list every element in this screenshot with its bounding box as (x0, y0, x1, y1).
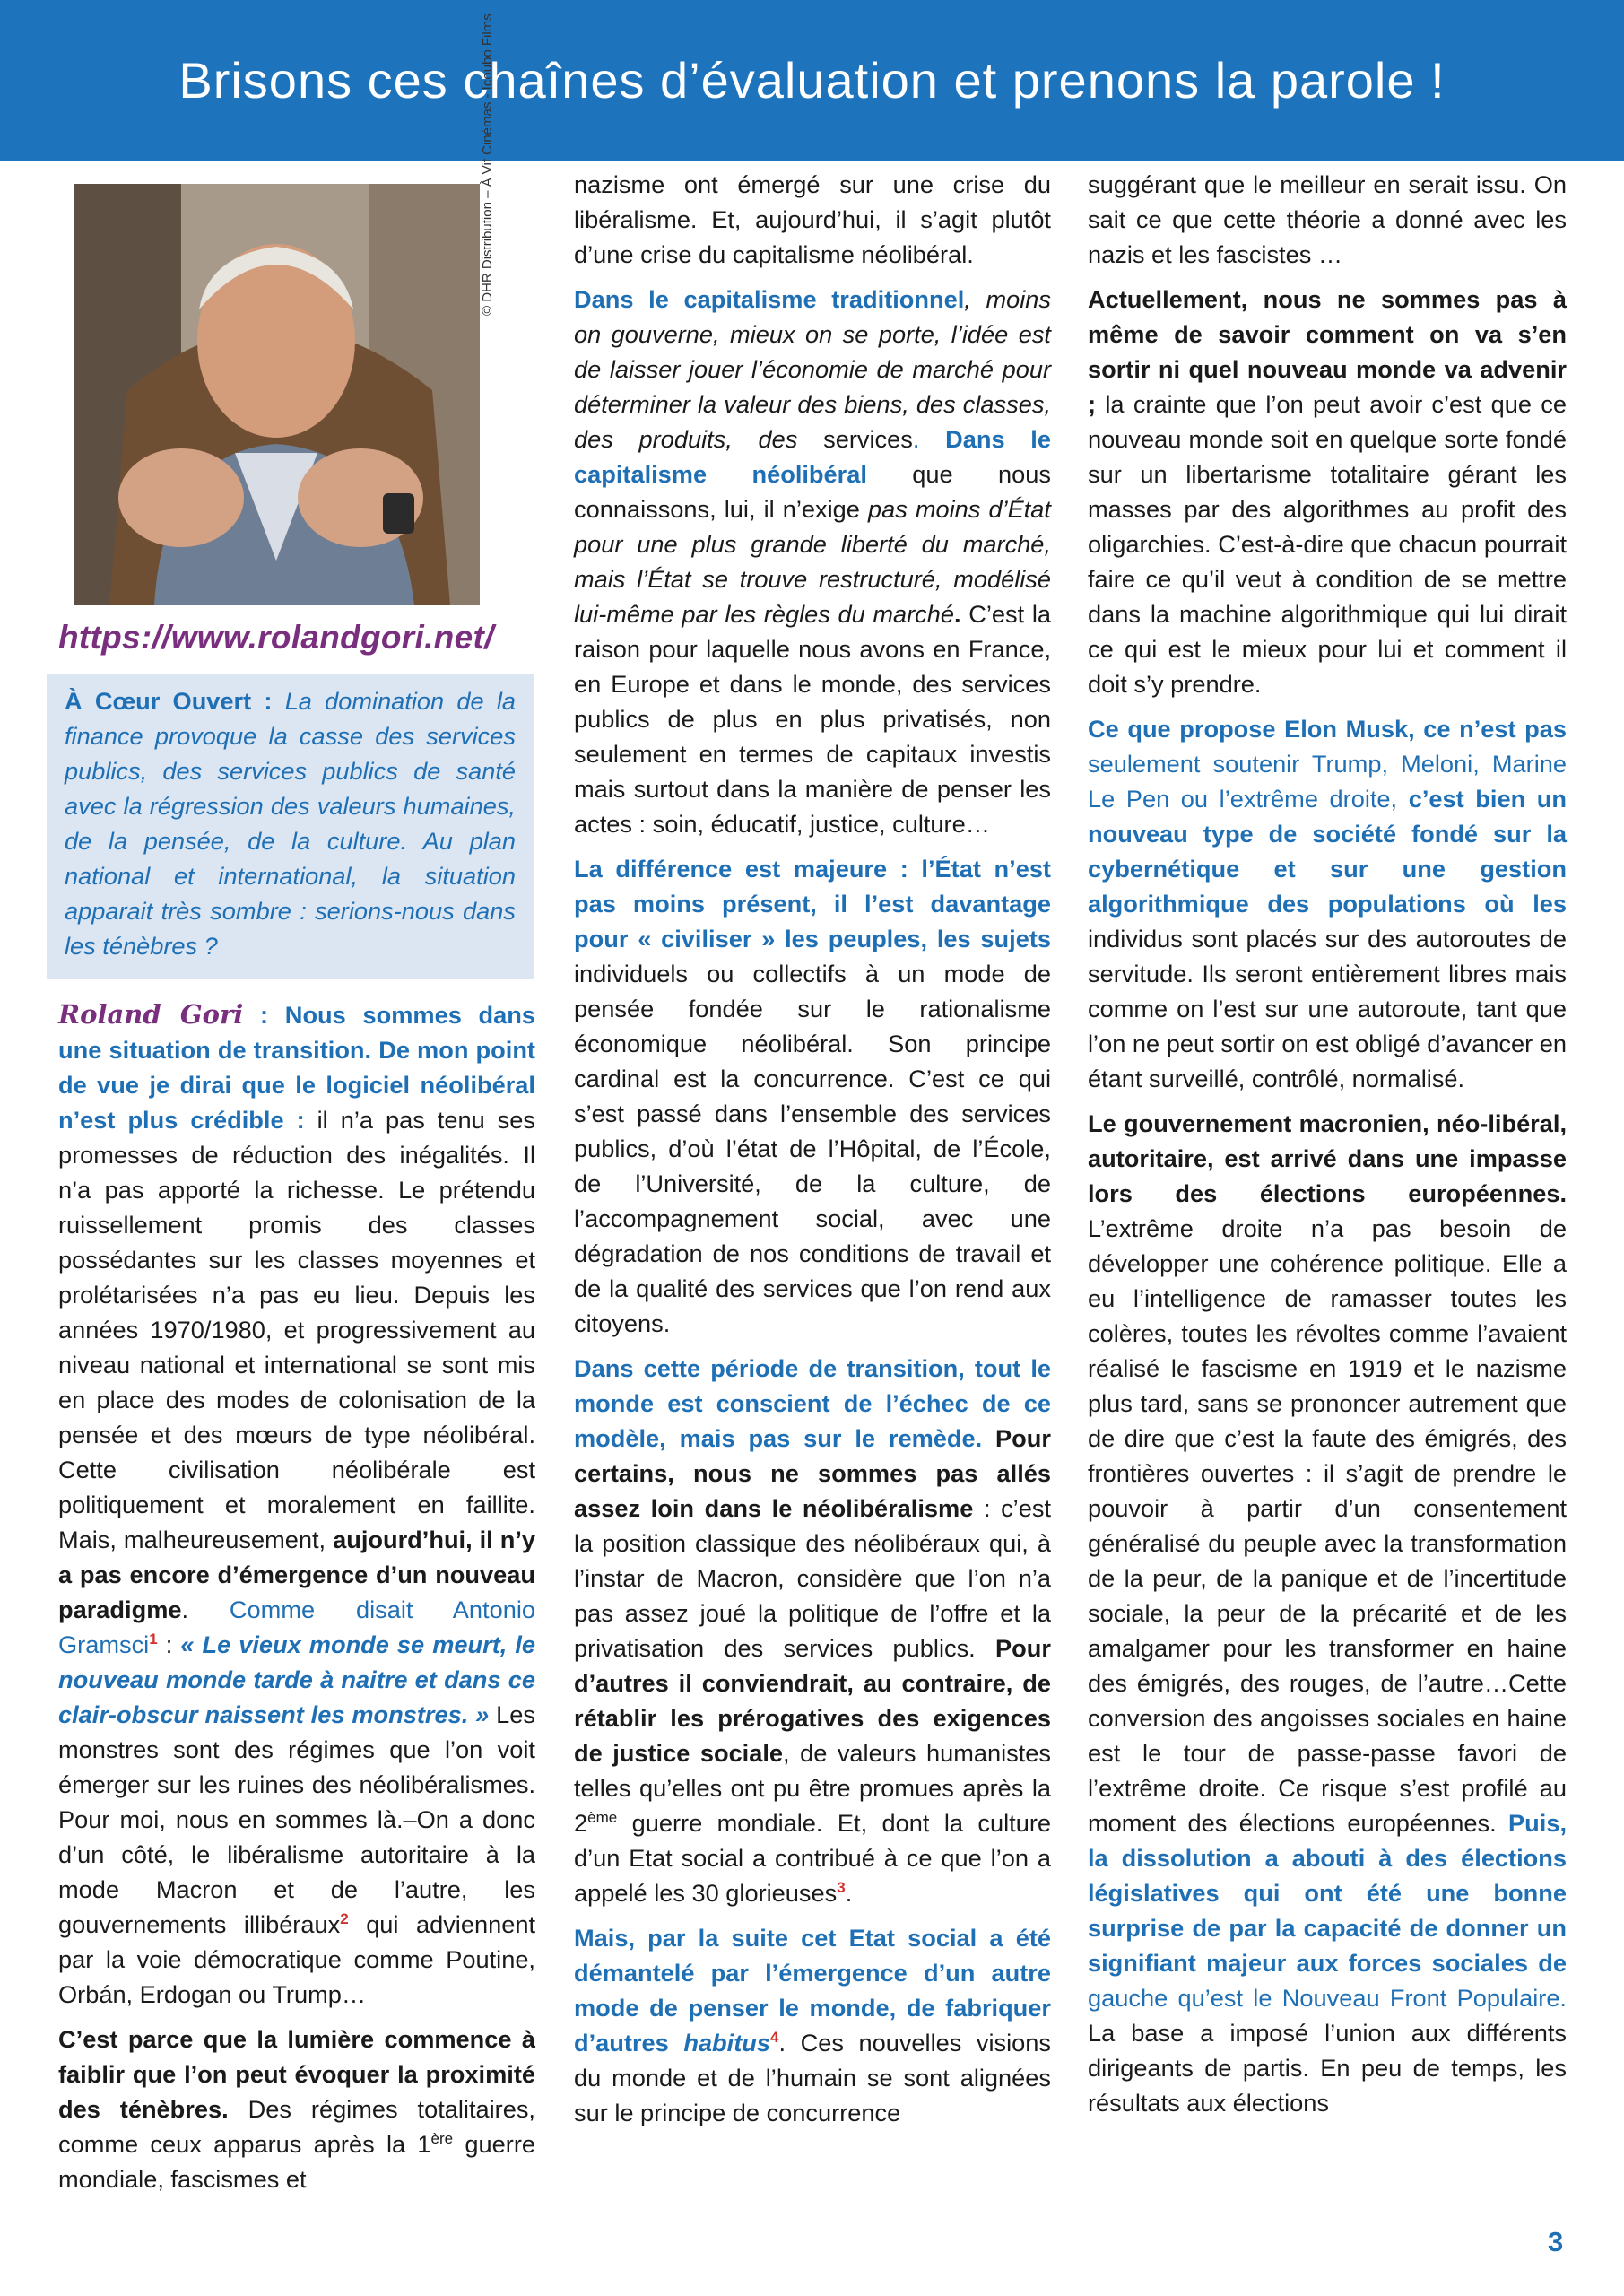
col3-p3-lead: Ce que propose Elon Musk, ce n’est pas (1088, 715, 1567, 743)
col1-paragraph-1 (58, 997, 535, 2012)
column-3 (1088, 167, 1567, 2130)
col3-p2-text: la crainte que l’on peut avoir c’est que ce nouveau monde soit en quelque sorte fondé sur un libertarisme totalitaire gérant les masses par des algorithmes au profit des oligarchies. C’est-à-dire que chacun pourrait faire ce qu’il veut à condition de se mettre dans la machine algorithmique qui lui dirait ce qui est le mieux pour lui et comment il doit s’y prendre. (1088, 390, 1567, 698)
col2-p2-italic: , moins on gouverne, mieux on se porte, l’idée est de laisser jouer l’économie de marché pour déterminer la valeur des biens, des classes, des produits, des (574, 285, 1051, 453)
ordinal-sup: ère (430, 2129, 454, 2147)
col3-p2-bold: Actuellement, nous ne sommes pas à même de savoir comment on va s’en sortir ni quel nouveau monde va advenir ; (1088, 285, 1567, 418)
col1-p2-bold: C’est parce que la lumière commence à faiblir que l’on peut évoquer la proximité des ténèbres. (58, 2025, 535, 2123)
col2-p4-text: : c’est la position classique des néolibéraux qui, à l’instar de Macron, considère que l’on n’a pas assez joué la politique de l’offre et la privatisation des services publics. (574, 1494, 1051, 1662)
col2-p2-lead: Dans le capitalisme traditionnel (574, 285, 965, 313)
col3-p4-bold: Le gouvernement macronien, néo-libéral, autoritaire, est arrivé dans une impasse lors des élections européennes. (1088, 1109, 1567, 1207)
habitus-term: habitus (683, 2029, 770, 2057)
col1-p2-text-2: guerre mondiale, fascismes et (58, 2130, 535, 2193)
footnote-4[interactable]: 4 (770, 2028, 779, 2046)
col2-p2-text: services (823, 425, 913, 453)
col2-p5-text: . Ces nouvelles visions du monde et de l’humain se sont alignées sur le principe de concurrence (574, 2029, 1051, 2126)
col2-p2-lead-2: Dans le capitalisme néolibéral (574, 425, 1051, 488)
col3-p3-lead-2: c’est bien un nouveau type de société fondé sur la cybernétique et sur une gestion algorithmique des populations où les (1088, 785, 1567, 918)
col2-p4-lead: Dans cette période de transition, tout le monde est conscient de l’échec de ce modèle, mais pas sur le remède. (574, 1354, 1051, 1452)
col3-p4-blue: gauche qu’est le Nouveau Front Populaire. (1088, 1984, 1567, 2012)
col1-bold: aujourd’hui, il n’y a pas encore d’émergence d’un nouveau paradigme (58, 1526, 535, 1623)
col3-p3-blue: seulement soutenir Trump, Meloni, Marine Le Pen ou l’extrême droite, (1088, 750, 1567, 813)
column-2 (574, 167, 1051, 2140)
col3-p4-lead: Puis, la dissolution a abouti à des élections législatives qui ont été une bonne surprise de par la capacité de donner un signifiant majeur aux forces sociales de (1088, 1809, 1567, 1977)
page-title: Brisons ces chaînes d’évaluation et prenons la parole ! (178, 52, 1446, 109)
col2-p4-bold-2: Pour d’autres il conviendrait, au contraire, de rétablir les prérogatives des exigences de justice sociale (574, 1634, 1051, 1767)
col2-p4-bold: Pour certains, nous ne sommes pas allés assez loin dans le néolibéralisme (574, 1424, 1051, 1522)
col3-paragraph-3 (1088, 711, 1567, 1096)
page-number: 3 (1548, 2226, 1564, 2257)
col1-paragraph-2 (58, 2022, 535, 2196)
footnote-3[interactable]: 3 (837, 1878, 846, 1896)
col2-p4-text-3: guerre mondiale. Et, dont la culture d’un Etat social a contribué à ce que l’on a appelé les 30 glorieuses (574, 1809, 1051, 1907)
footnote-1[interactable]: 1 (149, 1630, 158, 1648)
col3-paragraph-2 (1088, 282, 1567, 701)
col3-paragraph-4 (1088, 1106, 1567, 2120)
col2-p2-italic-2: pas moins d’État pour une plus grande liberté du marché, mais l’État se trouve restructuré, modélisé lui-même par les règles du marché (574, 495, 1051, 628)
col1-text-2: Les monstres sont des régimes que l’on voit émerger sur les ruines des néolibéralismes. Pour moi, nous en sommes là.–On a donc d’un côté, le libéralisme autoritaire à la mode Macron et de l’autre, les gouvernements illibéraux (58, 1700, 535, 1938)
intro-text: La domination de la finance provoque la casse des services publics, des services publics de santé avec la régression des valeurs humaines, de la pensée, de la culture. Au plan national et international, la situation apparait très sombre : serions-nous dans les ténèbres ? (65, 687, 516, 960)
col3-p3-text: individus sont placés sur des autoroutes de servitude. Ils seront entièrement libres mais comme on l’est sur une autoroute, tant que l’on ne peut sortir on est obligé d’avancer en étant surveillé, contrôlé, normalisé. (1088, 925, 1567, 1092)
col3-paragraph-1: suggérant que le meilleur en serait issu. On sait ce que cette théorie a donné avec les nazis et les fascistes … (1088, 170, 1567, 268)
col2-p4-text-2: , de valeurs humanistes telles qu’elles ont pu être promues après la 2 (574, 1739, 1051, 1837)
gramsci-quote: « Le vieux monde se meurt, le nouveau monde tarde à naitre et dans ce clair-obscur naissent les monstres. » (58, 1631, 536, 1728)
col1-colon: : (157, 1631, 173, 1658)
col1-lead: : Nous sommes dans une situation de transition. De mon point de vue je dirai que le logiciel néolibéral n’est plus crédible : (58, 1001, 535, 1134)
speaker-name: Roland Gori (58, 999, 244, 1030)
col2-p5-lead: Mais, par la suite cet Etat social a été démantelé par l’émergence d’un autre mode de penser le monde, de fabriquer d’autres (574, 1924, 1051, 2057)
col2-paragraph-1: nazisme ont émergé sur une crise du libéralisme. Et, aujourd’hui, il s’agit plutôt d’une crise du capitalisme néolibéral. (574, 170, 1051, 268)
website-link[interactable]: https://www.rolandgori.net/ (58, 619, 494, 656)
col1-text: il n’a pas tenu ses promesses de réduction des inégalités. Il n’a pas apporté la richesse. Le prétendu ruissellement promis des classes possédantes sur les classes moyennes et prolétarisées n’a pas eu lieu. Depuis les années 1970/1980, et progressivement au niveau national et international se sont mis en place des modes de colonisation de la pensée et des mœurs de type néolibéral. Cette civilisation néolibérale est politiquement et moralement en faillite. Mais, malheureusement, (58, 1106, 535, 1553)
intro-lead: À Cœur Ouvert : (65, 687, 273, 715)
intro-box (47, 674, 534, 979)
col3-p4-text-2: La base a imposé l’union aux différents dirigeants de partis. En peu de temps, les résultats aux élections (1088, 2019, 1567, 2117)
col2-p3-text: individuels ou collectifs à un mode de pensée fondée sur le rationalisme économique néolibéral. Son principe cardinal est la concurrence. C’est ce qui s’est passé dans l’ensemble des services publics, d’où l’état de l’Hôpital, de l’École, de l’Université, de la culture, de l’accompagnement social, avec une dégradation de nos conditions de travail et de la qualité des services que l’on rend aux citoyens. (574, 960, 1051, 1337)
col2-p2-text-3: C’est la raison pour laquelle nous avons en France, en Europe et dans le monde, des services publics de plus en plus privatisés, non seulement en termes de capitaux investis mais surtout dans la manière de penser les actes : soin, éducatif, justice, culture… (574, 600, 1051, 838)
col1-text-3: qui adviennent par la voie démocratique comme Poutine, Orbán, Erdogan ou Trump… (58, 1910, 536, 2008)
photo-credit: © DHR Distribution – À Vif Cinémas - Icoubo Films (480, 13, 495, 316)
footnote-2[interactable]: 2 (340, 1909, 349, 1927)
col1-p2-text: Des régimes totalitaires, comme ceux apparus après la 1 (58, 2095, 535, 2158)
col2-paragraph-5 (574, 1920, 1051, 2130)
col2-p2-dot: . (912, 425, 920, 453)
col2-paragraph-2 (574, 282, 1051, 841)
col1-dot: . (181, 1596, 189, 1623)
col2-p2-text-2: que nous connaissons, lui, il n’exige (574, 460, 1051, 523)
col2-p4-dot: . (845, 1879, 853, 1907)
col1-gramsci: Comme disait Antonio Gramsci (58, 1596, 535, 1658)
ordinal-sup-2: ème (587, 1808, 618, 1826)
col2-p3-lead: La différence est majeure : l’État n’est pas moins présent, il l’est davantage pour « civiliser » les peuples, les sujets (574, 855, 1051, 952)
col2-paragraph-3 (574, 851, 1051, 1341)
col3-p4-text: L’extrême droite n’a pas besoin de développer une cohérence politique. Elle a eu l’intelligence de ramasser toutes les colères, toutes les révoltes comme l’avaient réalisé le fascisme en 1919 et le nazisme plus tard, sans se prononcer autrement que de dire que c’est la faute des émigrés, des frontières ouvertes : il s’agit de prendre le pouvoir à partir d’un consentement généralisé du peuple avec la transformation de la peur, de la panique et de l’incertitude sociale, la peur de la précarité et de les amalgamer pour les transformer en haine des émigrés, des rouges, de l’autre…Cette conversion des angoisses sociales en haine est le tour de passe-passe favori de l’extrême droite. Ce risque s’est profilé au moment des élections européennes. (1088, 1214, 1567, 1837)
column-1 (58, 997, 535, 2206)
col2-p2-dot-2: . (954, 600, 961, 628)
col2-paragraph-4 (574, 1351, 1051, 1910)
portrait-photo (74, 184, 480, 605)
